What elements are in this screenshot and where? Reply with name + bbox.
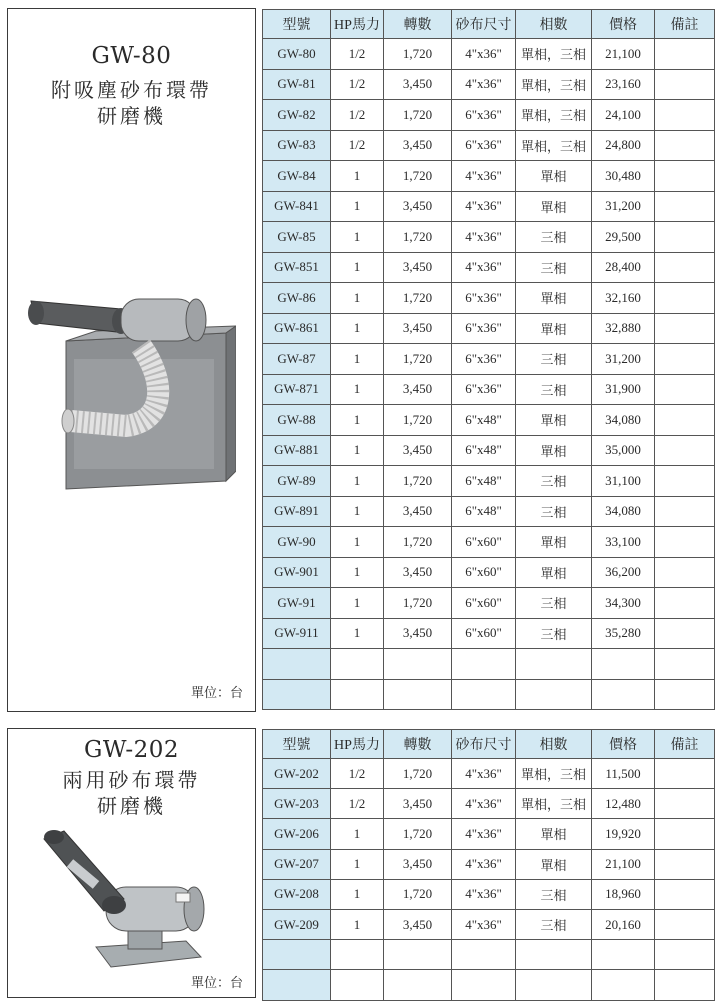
cell-belt-size (452, 940, 516, 970)
cell-rpm: 3,450 (384, 435, 452, 466)
cell-rpm: 1,720 (384, 283, 452, 314)
cell-hp: 1/2 (331, 759, 384, 789)
cell-model: GW-881 (263, 435, 331, 466)
cell-phase: 單相，三相 (516, 759, 592, 789)
cell-model: GW-208 (263, 879, 331, 909)
cell-remarks (655, 191, 715, 222)
table-row (263, 222, 715, 253)
cell-phase: 單相 (516, 283, 592, 314)
cell-model: GW-82 (263, 100, 331, 131)
cell-hp (331, 940, 384, 970)
cell-remarks (655, 618, 715, 649)
cell-price: 21,100 (592, 39, 655, 70)
table-row (263, 527, 715, 558)
table-row (263, 191, 715, 222)
cell-price (592, 940, 655, 970)
table-row (263, 940, 715, 970)
cell-price: 31,200 (592, 344, 655, 375)
cell-hp (331, 679, 384, 710)
table-row (263, 100, 715, 131)
cell-phase: 三相 (516, 466, 592, 497)
cell-model: GW-209 (263, 909, 331, 939)
product-panel-gw202 (7, 728, 256, 998)
cell-rpm: 3,450 (384, 374, 452, 405)
cell-model: GW-206 (263, 819, 331, 849)
cell-phase: 三相 (516, 618, 592, 649)
product-description-line1: 附吸塵砂布環帶 (51, 78, 212, 102)
cell-hp: 1 (331, 879, 384, 909)
cell-model: GW-841 (263, 191, 331, 222)
cell-remarks (655, 252, 715, 283)
cell-phase: 三相 (516, 909, 592, 939)
cell-phase: 單相 (516, 557, 592, 588)
cell-hp: 1 (331, 618, 384, 649)
table-body (263, 759, 715, 1001)
table-row (263, 283, 715, 314)
cell-price: 32,880 (592, 313, 655, 344)
cell-rpm: 3,450 (384, 69, 452, 100)
header-hp: HP馬力 (331, 10, 384, 39)
cell-rpm: 3,450 (384, 191, 452, 222)
cell-belt-size: 6"x48" (452, 496, 516, 527)
table-row (263, 618, 715, 649)
cell-remarks (655, 527, 715, 558)
header-belt-size: 砂布尺寸 (452, 10, 516, 39)
cell-remarks (655, 161, 715, 192)
cell-price: 34,080 (592, 496, 655, 527)
table-row (263, 405, 715, 436)
cell-phase: 單相 (516, 849, 592, 879)
cell-price: 31,200 (592, 191, 655, 222)
cell-remarks (655, 588, 715, 619)
cell-hp: 1 (331, 496, 384, 527)
cell-rpm (384, 940, 452, 970)
table-row (263, 130, 715, 161)
cell-price: 18,960 (592, 879, 655, 909)
table-row (263, 496, 715, 527)
cell-model: GW-88 (263, 405, 331, 436)
cell-remarks (655, 819, 715, 849)
cell-model: GW-83 (263, 130, 331, 161)
header-model: 型號 (263, 10, 331, 39)
cell-model: GW-91 (263, 588, 331, 619)
cell-belt-size: 4"x36" (452, 191, 516, 222)
cell-remarks (655, 679, 715, 710)
cell-belt-size: 6"x36" (452, 313, 516, 344)
cell-price: 21,100 (592, 849, 655, 879)
cell-phase: 單相 (516, 405, 592, 436)
cell-belt-size: 6"x60" (452, 588, 516, 619)
cell-price: 31,900 (592, 374, 655, 405)
table-row (263, 819, 715, 849)
cell-belt-size: 6"x48" (452, 405, 516, 436)
cell-rpm: 1,720 (384, 527, 452, 558)
cell-price (592, 970, 655, 1000)
cell-hp: 1/2 (331, 39, 384, 70)
cell-belt-size: 4"x36" (452, 849, 516, 879)
cell-rpm: 1,720 (384, 405, 452, 436)
model-title: GW-202 (83, 737, 179, 763)
product-description-line2: 研磨機 (97, 794, 166, 818)
cell-rpm: 1,720 (384, 588, 452, 619)
cell-model: GW-851 (263, 252, 331, 283)
cell-hp (331, 970, 384, 1000)
table-row (263, 557, 715, 588)
cell-price: 20,160 (592, 909, 655, 939)
cell-belt-size: 6"x60" (452, 527, 516, 558)
table-row (263, 313, 715, 344)
cell-remarks (655, 879, 715, 909)
cell-remarks (655, 759, 715, 789)
header-model: 型號 (263, 730, 331, 759)
cell-remarks (655, 909, 715, 939)
cell-hp: 1/2 (331, 130, 384, 161)
cell-hp: 1 (331, 557, 384, 588)
cell-phase: 單相，三相 (516, 130, 592, 161)
header-phase: 相數 (516, 730, 592, 759)
cell-model: GW-89 (263, 466, 331, 497)
cell-remarks (655, 649, 715, 680)
header-rpm: 轉數 (384, 730, 452, 759)
cell-model: GW-203 (263, 789, 331, 819)
cell-price: 29,500 (592, 222, 655, 253)
cell-hp: 1 (331, 222, 384, 253)
cell-price: 19,920 (592, 819, 655, 849)
cell-phase: 三相 (516, 252, 592, 283)
cell-price: 34,080 (592, 405, 655, 436)
cell-price: 35,000 (592, 435, 655, 466)
cell-rpm: 1,720 (384, 222, 452, 253)
cell-rpm: 1,720 (384, 466, 452, 497)
product-description-line1: 兩用砂布環帶 (62, 768, 201, 792)
cell-belt-size: 4"x36" (452, 879, 516, 909)
cell-model: GW-861 (263, 313, 331, 344)
table-row (263, 588, 715, 619)
spec-table-gw202 (262, 729, 715, 1001)
cell-remarks (655, 789, 715, 819)
cell-remarks (655, 39, 715, 70)
unit-label: 單位：台 (190, 976, 243, 991)
cell-phase (516, 679, 592, 710)
cell-rpm: 3,450 (384, 313, 452, 344)
header-remarks: 備註 (655, 10, 715, 39)
cell-rpm: 1,720 (384, 100, 452, 131)
cell-hp: 1 (331, 588, 384, 619)
cell-belt-size: 6"x36" (452, 374, 516, 405)
cell-belt-size: 4"x36" (452, 161, 516, 192)
table-header-row (263, 10, 715, 39)
table-body (263, 39, 715, 710)
cell-rpm: 3,450 (384, 618, 452, 649)
cell-phase: 單相，三相 (516, 69, 592, 100)
header-rpm: 轉數 (384, 10, 452, 39)
cell-price: 12,480 (592, 789, 655, 819)
cell-rpm: 1,720 (384, 344, 452, 375)
model-title: GW-80 (91, 43, 172, 69)
cell-remarks (655, 313, 715, 344)
table-row (263, 39, 715, 70)
cell-rpm: 3,450 (384, 789, 452, 819)
cell-model (263, 940, 331, 970)
cell-remarks (655, 557, 715, 588)
cell-belt-size: 6"x36" (452, 344, 516, 375)
cell-remarks (655, 405, 715, 436)
cell-belt-size: 6"x48" (452, 435, 516, 466)
cell-phase: 單相 (516, 435, 592, 466)
table-row (263, 879, 715, 909)
cell-phase (516, 940, 592, 970)
cell-price: 34,300 (592, 588, 655, 619)
cell-price (592, 649, 655, 680)
cell-price: 30,480 (592, 161, 655, 192)
cell-phase (516, 970, 592, 1000)
cell-price: 35,280 (592, 618, 655, 649)
cell-rpm: 3,450 (384, 252, 452, 283)
cell-belt-size: 4"x36" (452, 789, 516, 819)
cell-phase: 三相 (516, 879, 592, 909)
cell-phase: 單相 (516, 161, 592, 192)
cell-hp: 1 (331, 527, 384, 558)
cell-remarks (655, 496, 715, 527)
cell-phase: 三相 (516, 496, 592, 527)
header-phase: 相數 (516, 10, 592, 39)
cell-price: 36,200 (592, 557, 655, 588)
spec-table-gw80 (262, 9, 715, 710)
table-row (263, 970, 715, 1000)
cell-phase: 三相 (516, 344, 592, 375)
cell-belt-size: 4"x36" (452, 39, 516, 70)
cell-phase (516, 649, 592, 680)
cell-model: GW-202 (263, 759, 331, 789)
cell-hp: 1 (331, 283, 384, 314)
product-panel-gw80 (7, 8, 256, 712)
cell-remarks (655, 435, 715, 466)
cell-price: 31,100 (592, 466, 655, 497)
cell-model: GW-85 (263, 222, 331, 253)
cell-phase: 單相 (516, 527, 592, 558)
cell-price: 24,800 (592, 130, 655, 161)
cell-remarks (655, 130, 715, 161)
cell-hp: 1 (331, 849, 384, 879)
cell-belt-size: 4"x36" (452, 222, 516, 253)
cell-rpm (384, 679, 452, 710)
table-row (263, 679, 715, 710)
cell-rpm: 1,720 (384, 819, 452, 849)
header-belt-size: 砂布尺寸 (452, 730, 516, 759)
cell-belt-size: 6"x60" (452, 618, 516, 649)
cell-model (263, 970, 331, 1000)
table-row (263, 789, 715, 819)
cell-belt-size: 6"x36" (452, 283, 516, 314)
cell-hp: 1 (331, 374, 384, 405)
cell-hp: 1 (331, 819, 384, 849)
cell-remarks (655, 970, 715, 1000)
cell-remarks (655, 344, 715, 375)
cell-rpm: 3,450 (384, 849, 452, 879)
product-description-line2: 研磨機 (97, 104, 166, 128)
cell-remarks (655, 222, 715, 253)
cell-rpm: 3,450 (384, 909, 452, 939)
cell-hp: 1 (331, 405, 384, 436)
table-header-row (263, 730, 715, 759)
cell-belt-size: 6"x60" (452, 557, 516, 588)
cell-phase: 單相，三相 (516, 39, 592, 70)
cell-hp: 1/2 (331, 69, 384, 100)
cell-model: GW-81 (263, 69, 331, 100)
cell-phase: 三相 (516, 588, 592, 619)
cell-price: 28,400 (592, 252, 655, 283)
cell-hp: 1 (331, 252, 384, 283)
cell-remarks (655, 849, 715, 879)
table-row (263, 344, 715, 375)
cell-belt-size: 6"x36" (452, 130, 516, 161)
cell-model: GW-207 (263, 849, 331, 879)
cell-model: GW-871 (263, 374, 331, 405)
cell-hp: 1/2 (331, 789, 384, 819)
cell-price: 23,160 (592, 69, 655, 100)
cell-belt-size: 4"x36" (452, 759, 516, 789)
cell-price: 11,500 (592, 759, 655, 789)
cell-belt-size: 6"x48" (452, 466, 516, 497)
cell-model (263, 679, 331, 710)
table-row (263, 374, 715, 405)
table-row (263, 69, 715, 100)
header-price: 價格 (592, 10, 655, 39)
cell-remarks (655, 69, 715, 100)
dust-collector-belt-sander-image (26, 271, 236, 511)
cell-remarks (655, 283, 715, 314)
header-price: 價格 (592, 730, 655, 759)
cell-rpm (384, 649, 452, 680)
cell-belt-size: 4"x36" (452, 909, 516, 939)
cell-price: 24,100 (592, 100, 655, 131)
cell-remarks (655, 466, 715, 497)
cell-belt-size: 4"x36" (452, 69, 516, 100)
cell-model: GW-80 (263, 39, 331, 70)
cell-price: 32,160 (592, 283, 655, 314)
cell-rpm: 3,450 (384, 496, 452, 527)
cell-belt-size: 6"x36" (452, 100, 516, 131)
cell-remarks (655, 100, 715, 131)
cell-model: GW-90 (263, 527, 331, 558)
cell-rpm: 1,720 (384, 39, 452, 70)
table-row (263, 466, 715, 497)
table-row (263, 849, 715, 879)
cell-phase: 單相 (516, 313, 592, 344)
cell-hp: 1 (331, 435, 384, 466)
cell-belt-size: 4"x36" (452, 819, 516, 849)
cell-model: GW-901 (263, 557, 331, 588)
cell-phase: 單相 (516, 191, 592, 222)
cell-belt-size (452, 970, 516, 1000)
cell-hp: 1/2 (331, 100, 384, 131)
table-row (263, 435, 715, 466)
header-hp: HP馬力 (331, 730, 384, 759)
cell-belt-size (452, 649, 516, 680)
cell-remarks (655, 374, 715, 405)
cell-belt-size (452, 679, 516, 710)
cell-model: GW-891 (263, 496, 331, 527)
cell-price (592, 679, 655, 710)
table-row (263, 649, 715, 680)
header-remarks: 備註 (655, 730, 715, 759)
table-row (263, 909, 715, 939)
cell-hp: 1 (331, 313, 384, 344)
cell-rpm: 1,720 (384, 759, 452, 789)
cell-rpm (384, 970, 452, 1000)
cell-hp: 1 (331, 909, 384, 939)
cell-model: GW-87 (263, 344, 331, 375)
cell-phase: 三相 (516, 222, 592, 253)
table-row (263, 252, 715, 283)
cell-price: 33,100 (592, 527, 655, 558)
cell-model: GW-911 (263, 618, 331, 649)
belt-sander-image (36, 829, 216, 979)
cell-hp (331, 649, 384, 680)
table-row (263, 759, 715, 789)
table-row (263, 161, 715, 192)
cell-hp: 1 (331, 161, 384, 192)
cell-model: GW-84 (263, 161, 331, 192)
cell-remarks (655, 940, 715, 970)
unit-label: 單位：台 (190, 686, 243, 701)
cell-phase: 單相，三相 (516, 789, 592, 819)
cell-phase: 單相 (516, 819, 592, 849)
cell-rpm: 3,450 (384, 557, 452, 588)
cell-rpm: 1,720 (384, 161, 452, 192)
cell-belt-size: 4"x36" (452, 252, 516, 283)
cell-phase: 單相，三相 (516, 100, 592, 131)
cell-rpm: 3,450 (384, 130, 452, 161)
cell-model (263, 649, 331, 680)
cell-rpm: 1,720 (384, 879, 452, 909)
cell-hp: 1 (331, 466, 384, 497)
cell-hp: 1 (331, 191, 384, 222)
cell-phase: 三相 (516, 374, 592, 405)
cell-model: GW-86 (263, 283, 331, 314)
cell-hp: 1 (331, 344, 384, 375)
